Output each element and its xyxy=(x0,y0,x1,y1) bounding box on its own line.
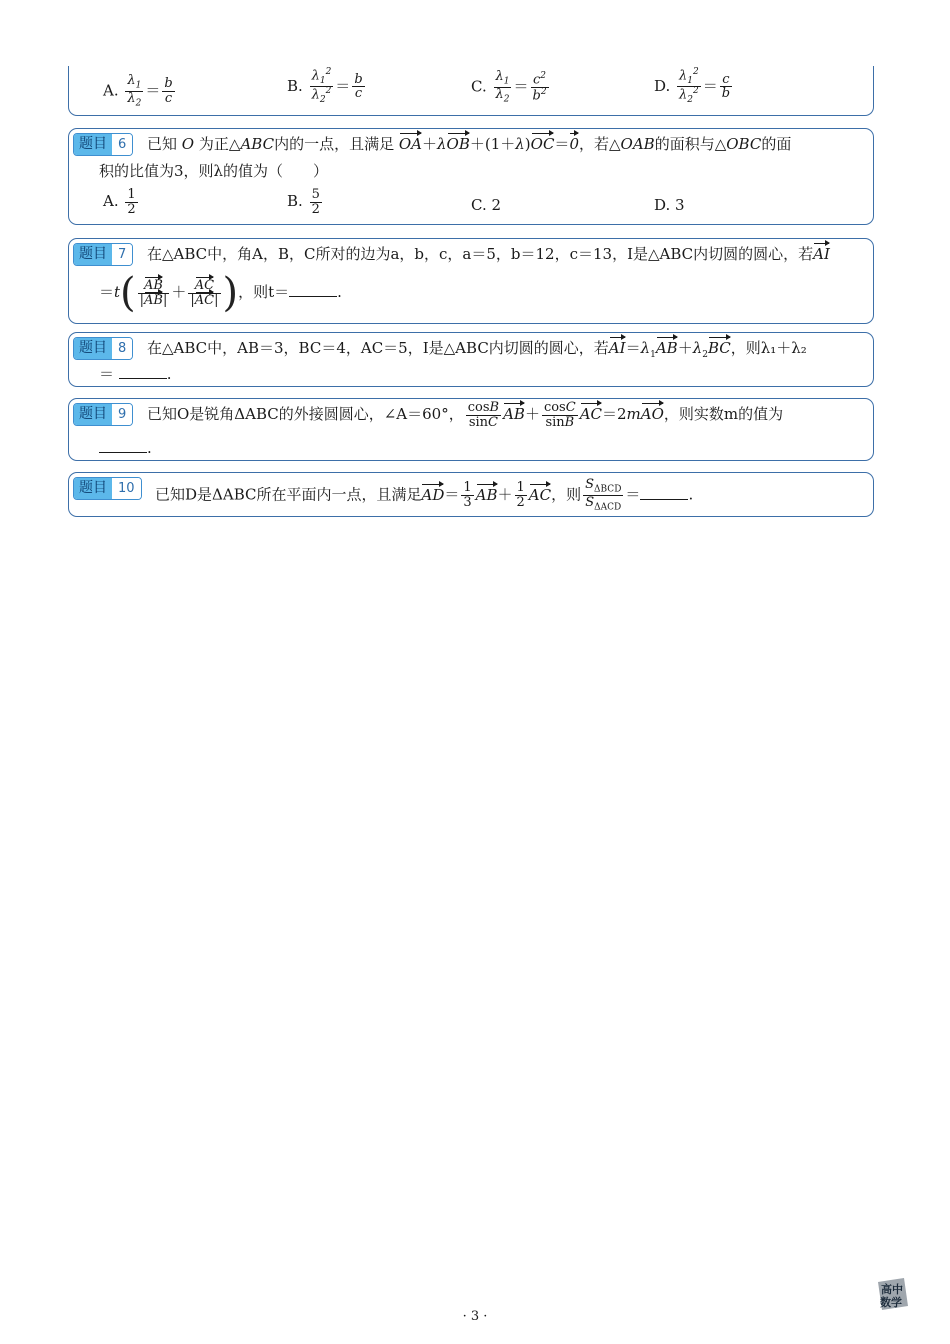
q10-line-1: 已知D是ΔABC所在平面内一点，且满足AD＝ $\frac{1}{3}$ AB＋ $\frac{1}{2}$ AC，则 $\frac{S_{\Delta BCD}}{S_{\Delta ACD}}$ ＝ . xyxy=(155,477,694,513)
q7-line-2: ＝t( $\frac{AB}{|AB|}$ ＋ $\frac{AC}{|AC|}$ )，则t＝ . xyxy=(99,270,342,316)
q5-option-b: B. $\frac{\lambda_1^2}{\lambda_2^2}$ ＝ $\frac{b}{c}$ xyxy=(287,67,363,106)
q6-option-c: C. 2 xyxy=(471,196,502,214)
question-8-box xyxy=(68,332,874,387)
q5-option-c: C. $\frac{\lambda_1}{\lambda_2}$ ＝ $\frac{c^2}{b^2}$ xyxy=(471,69,547,105)
question-7-box xyxy=(68,238,874,324)
question-tag: 题目 6 xyxy=(73,133,133,156)
question-tag: 题目 9 xyxy=(73,403,133,426)
question-tag: 题目 8 xyxy=(73,337,133,360)
q8-line-2: ＝ . xyxy=(99,365,172,383)
question-9-box xyxy=(68,398,874,461)
q7-line-1: 在△ABC中，角A，B，C所对的边为a，b，c，a＝5，b＝12，c＝13，I是△ABC内切圆的圆心，若AI xyxy=(147,245,830,263)
question-tag: 题目 10 xyxy=(73,477,142,500)
logo-text-top: 高中 xyxy=(881,1283,903,1296)
q6-line-2: 积的比值为3，则λ的值为（ ） xyxy=(99,162,329,180)
q5-option-a: A. $\frac{\lambda_1}{\lambda_2}$ ＝ $\frac{b}{c}$ xyxy=(103,73,173,109)
q6-line-1: 已知 O 为正△ABC内的一点，且满足 OA＋λOB＋(1＋λ)OC＝0，若△OAB的面积与△OBC的面 xyxy=(147,135,792,153)
q9-line-2: . xyxy=(99,439,152,457)
q6-option-a: A. $\frac{1}{2}$ xyxy=(103,187,136,217)
question-6-box xyxy=(68,128,874,225)
q6-option-b: B. $\frac{5}{2}$ xyxy=(287,187,320,217)
q9-line-1: 已知O是锐角ΔABC的外接圆圆心，∠A＝60°， $\frac{\cos B}{\sin C}$ AB＋ $\frac{\cos C}{\sin B}$ AC＝2mAO，则实数m的值为 xyxy=(147,400,784,430)
logo-text-bottom: 数学 xyxy=(880,1296,902,1309)
q5-option-d: D. $\frac{\lambda_1^2}{\lambda_2^2}$ ＝ $\frac{c}{b}$ xyxy=(654,67,731,106)
question-10-box xyxy=(68,472,874,517)
q6-option-d: D. 3 xyxy=(654,196,685,214)
question-tag: 题目 7 xyxy=(73,243,133,266)
question-5-box xyxy=(68,66,874,116)
logo-icon xyxy=(874,1276,912,1312)
page-number: · 3 · xyxy=(462,1309,488,1324)
q8-line-1: 在△ABC中，AB＝3，BC＝4，AC＝5，I是△ABC内切圆的圆心，若$AI=\lambda_1AB+\lambda_2BC$，则λ₁＋λ₂ xyxy=(147,339,807,360)
